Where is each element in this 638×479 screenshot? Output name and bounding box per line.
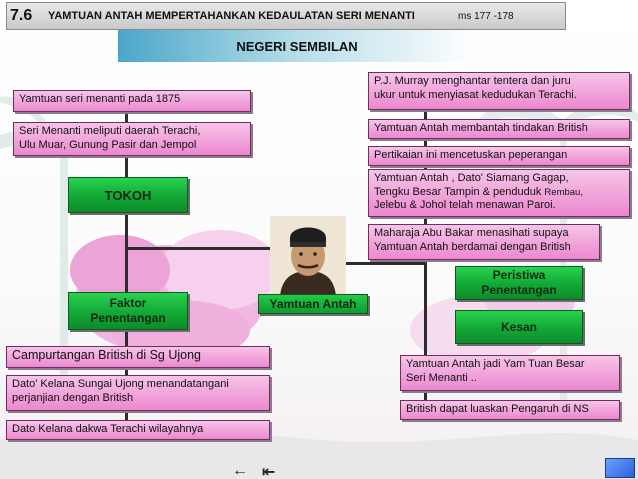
event-text-line2 bbox=[374, 186, 624, 200]
event-text-line2-b: Rembau, bbox=[544, 186, 583, 198]
section-number: 7.6 bbox=[10, 7, 33, 24]
label-yamtuan-antah-text: Yamtuan Antah bbox=[269, 297, 357, 311]
info-box-seri-menanti bbox=[13, 122, 251, 156]
event-box-pertikaian bbox=[368, 146, 630, 166]
event-text-line1: Yamtuan Antah , Dato' Siamang Gagap, bbox=[374, 172, 569, 184]
label-yamtuan-antah bbox=[258, 294, 368, 314]
event-text-line3: Jelebu & Johol telah menawan Paroi. bbox=[374, 199, 556, 211]
factor-text: Dato Kelana dakwa Terachi wilayahnya bbox=[12, 423, 204, 435]
label-kesan-text: Kesan bbox=[500, 319, 538, 334]
back-arrow-icon[interactable]: ← bbox=[232, 462, 248, 479]
effect-box-yamtuan-besar bbox=[400, 355, 620, 391]
event-text: Pertikaian ini mencetuskan peperangan bbox=[374, 149, 568, 161]
first-slide-arrow-icon[interactable]: ⇤ bbox=[262, 464, 276, 479]
info-box-yamtuan-1875 bbox=[13, 90, 251, 112]
event-box-paroi bbox=[368, 169, 630, 217]
event-box-abu-bakar bbox=[368, 224, 600, 260]
home-icon[interactable] bbox=[605, 458, 635, 478]
event-box-murray bbox=[368, 72, 630, 110]
label-faktor-penentangan bbox=[68, 292, 188, 330]
effect-text-line2: Seri Menanti .. bbox=[406, 371, 477, 384]
factor-box-terachi bbox=[6, 420, 270, 440]
info-text-line2: Ulu Muar, Gunung Pasir dan Jempol bbox=[19, 138, 197, 151]
factor-text-line2: perjanjian dengan British bbox=[12, 391, 134, 404]
factor-box-campurtangan bbox=[6, 346, 270, 368]
info-text-line1: Seri Menanti meliputi daerah Terachi, bbox=[19, 125, 201, 137]
label-peristiwa-penentangan bbox=[455, 266, 583, 300]
title-bar bbox=[6, 2, 566, 30]
subtitle-text: NEGERI SEMBILAN bbox=[236, 38, 358, 54]
event-text-line1: P.J. Murray menghantar tentera dan juru bbox=[374, 75, 571, 87]
factor-text: Campurtangan British di Sg Ujong bbox=[12, 348, 201, 362]
label-kesan bbox=[455, 310, 583, 344]
label-faktor-line1: Faktor bbox=[109, 296, 147, 310]
yamtuan-antah-portrait bbox=[270, 216, 346, 296]
event-box-bantah bbox=[368, 119, 630, 139]
effect-text: British dapat luaskan Pengaruh di NS bbox=[406, 403, 589, 415]
event-text-line2: ukur untuk menyiasat kedudukan Terachi. bbox=[374, 88, 577, 101]
factor-text-line1: Dato' Kelana Sungai Ujong menandatangani bbox=[12, 378, 229, 390]
label-tokoh bbox=[68, 177, 188, 213]
effect-text-line1: Yamtuan Antah jadi Yam Tuan Besar bbox=[406, 358, 585, 370]
effect-box-pengaruh bbox=[400, 400, 620, 420]
label-peristiwa-line1: Peristiwa bbox=[492, 268, 546, 282]
factor-box-perjanjian bbox=[6, 375, 270, 411]
page-reference: ms 177 -178 bbox=[458, 10, 514, 22]
event-text-line1: Maharaja Abu Bakar menasihati supaya bbox=[374, 227, 569, 239]
page-title: YAMTUAN ANTAH MEMPERTAHANKAN KEDAULATAN SERI MENANTI bbox=[48, 10, 415, 22]
event-text-line2-a: Tengku Besar Tampin & penduduk bbox=[374, 185, 545, 198]
label-peristiwa-line2: Penentangan bbox=[481, 283, 557, 297]
subtitle-banner bbox=[118, 30, 476, 62]
info-text: Yamtuan seri menanti pada 1875 bbox=[19, 93, 181, 105]
label-faktor-line2: Penentangan bbox=[90, 311, 166, 325]
label-tokoh-text: TOKOH bbox=[104, 187, 152, 203]
connector-left-horizontal bbox=[125, 247, 285, 250]
event-text-line2: Yamtuan Antah berdamai dengan British bbox=[374, 240, 571, 253]
event-text: Yamtuan Antah membantah tindakan British bbox=[374, 122, 588, 134]
